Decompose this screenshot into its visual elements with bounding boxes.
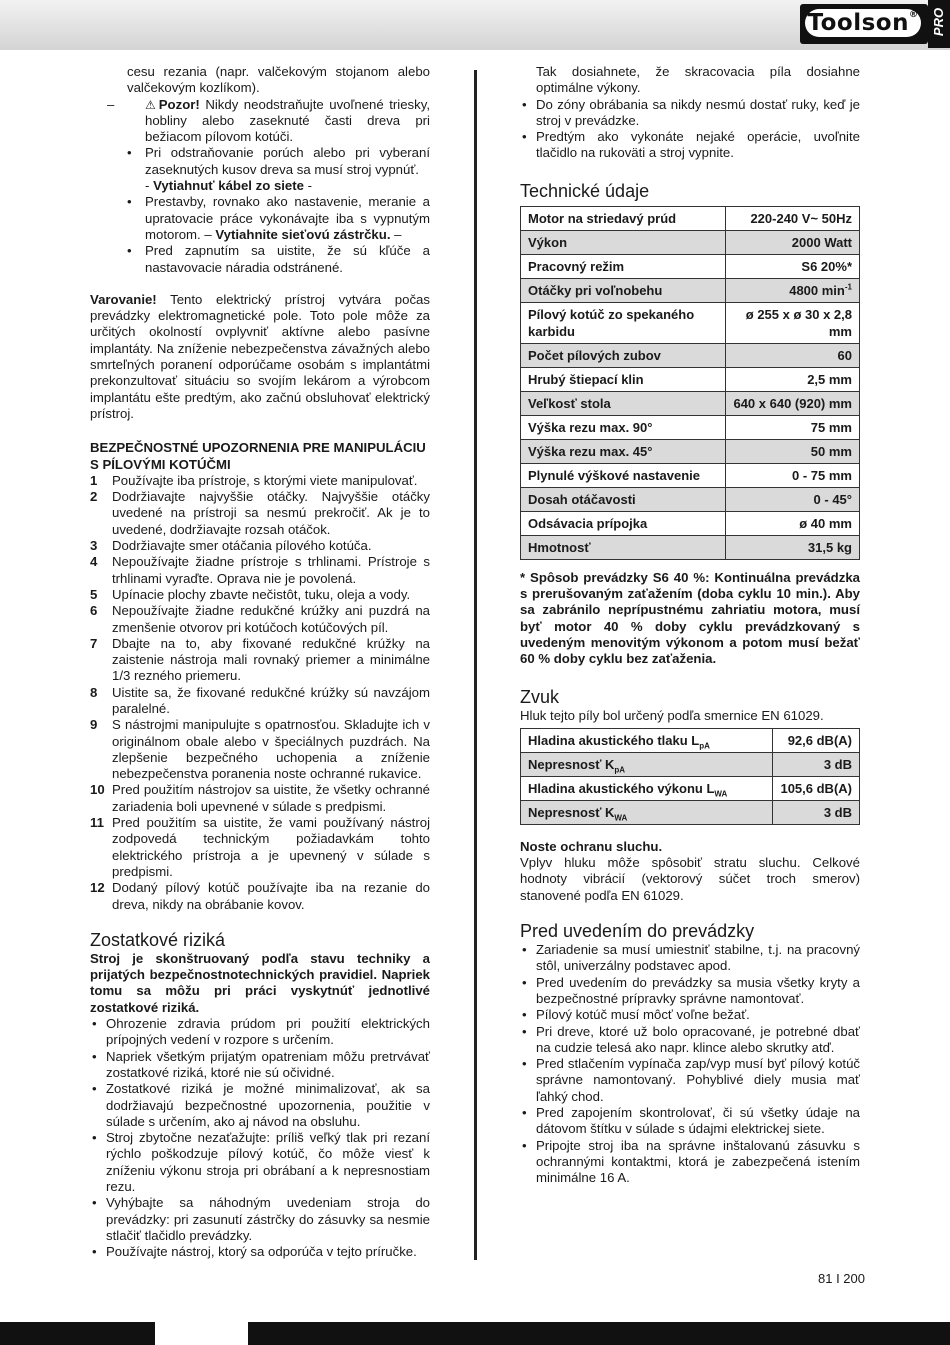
list-item: • Zostatkové riziká je možné minimalizovať, ak sa dodržiavajú bezpečnostné upozornenia, použitie v súlade s určením, ako aj návod na obsluhu. <box>90 1081 430 1130</box>
spec-value-text: 50 mm <box>810 443 852 459</box>
numbered-item <box>90 636 430 685</box>
list-item: • Pred zapnutím sa uistite, že sú kľúče a nastavovacie náradia odstránené. <box>90 243 430 276</box>
spec-value-text: 4800 min <box>789 282 845 298</box>
spec-value-text: 2,5 mm <box>807 371 852 387</box>
noise-label-text: Hladina akustického tlaku L <box>528 732 700 748</box>
table-row <box>521 439 860 463</box>
spec-value <box>726 302 860 343</box>
spec-value <box>726 278 860 302</box>
noise-label <box>521 752 773 776</box>
item-number: 1 <box>90 472 98 488</box>
spec-label: Motor na striedavý prúd <box>521 206 726 230</box>
right-column <box>520 64 860 1187</box>
numbered-item <box>90 685 430 718</box>
spec-label: Plynulé výškové nastavenie <box>521 463 726 487</box>
noise-label-text: Hladina akustického výkonu L <box>528 780 715 796</box>
table-row <box>521 391 860 415</box>
tech-data-title: Technické údaje <box>520 180 650 201</box>
table-row <box>521 230 860 254</box>
list-item: • Pílový kotúč musí môcť voľne bežať. <box>520 1007 860 1023</box>
item-text: Dodaný pílový kotúč používajte iba na rezanie do dreva, nikdy na obrábanie kovov. <box>112 880 430 912</box>
list-item: • Pri dreve, ktoré už bolo opracované, je potrebné dbať na cudzie telesá ako napr. klince alebo skrutky atď. <box>520 1024 860 1057</box>
spec-value-text: 640 x 640 (920) mm <box>733 395 852 411</box>
spec-value-text: 31,5 kg <box>807 539 852 555</box>
operating-mode-footnote: * Spôsob prevádzky S6 40 %: Kontinuálna prevádzka s prerušovaným zaťažením (doba cyklu 10 min.). Aby sa zabránilo neprípustnému zahriatiu motora, musí byť motor 40 % doby cyklu prevádzkovaný s uvedeným menovitým výkonom a potom musí bežať 60 % doby cyklu bez zaťaženia. <box>520 569 860 667</box>
list-item: Tak dosiahnete, že skracovacia píla dosiahne optimálne výkony. <box>536 64 860 96</box>
spec-label: Veľkosť stola <box>521 391 726 415</box>
spec-label: Hmotnosť <box>521 535 726 559</box>
noise-label-sub: WA <box>714 789 728 799</box>
continued-list <box>520 64 860 162</box>
numbered-item <box>90 815 430 880</box>
spec-label: Odsávacia prípojka <box>521 511 726 535</box>
page-number: 81 I 200 <box>818 1271 865 1286</box>
item-number: 12 <box>90 880 105 896</box>
list-item: • Predtým ako vykonáte nejaké operácie, uvoľnite tlačidlo na rukoväti a stroj vypnite. <box>520 129 860 162</box>
numbered-item <box>90 554 430 587</box>
noise-value: 105,6 dB(A) <box>773 776 860 800</box>
item-number: 7 <box>90 635 98 651</box>
list-item: • Stroj zbytočne nezaťažujte: príliš veľký tlak pri rezaní rýchlo poškodzuje pílový kotúč, čo môže viesť k zníženiu výkonu stroja pri obrábaní a k nepresnostiam rezu. <box>90 1130 430 1195</box>
spec-value <box>726 439 860 463</box>
list-item: • Vyhýbajte sa náhodným uvedeniam stroja do prevádzky: pri zasunutí zástrčky do zásuvky sa nesmie stlačiť tlačidlo prevádzky. <box>90 1195 430 1244</box>
numbered-item <box>90 880 430 913</box>
item-number: 9 <box>90 717 98 733</box>
spec-label: Počet pílových zubov <box>521 343 726 367</box>
noise-label <box>521 728 773 752</box>
spec-value <box>726 254 860 278</box>
saw-safety-heading: BEZPEČNOSTNÉ UPOZORNENIA PRE MANIPULÁCIU S PÍLOVÝMI KOTÚČMI <box>90 440 426 472</box>
table-row <box>521 752 860 776</box>
table-row <box>521 367 860 391</box>
spec-value <box>726 367 860 391</box>
item-number: 6 <box>90 603 98 619</box>
warning-dash-item: – ⚠ Pozor! Nikdy neodstraňujte uvoľnené triesky, hobliny alebo zaseknuté časti dreva pri bežiacom pílovom kotúči. <box>107 96 430 145</box>
item-text: Nepoužívajte žiadne redukčné krúžky ani puzdrá na zmenšenie otvorov pri kotúčoch kotúčových píl. <box>112 603 430 635</box>
noise-title: Zvuk <box>520 686 560 707</box>
spec-value-text: ø 255 x ø 30 x 2,8 mm <box>745 306 852 339</box>
noise-label <box>521 776 773 800</box>
numbered-item <box>90 603 430 636</box>
spec-value-text: 60 <box>837 347 852 363</box>
spec-value <box>726 487 860 511</box>
column-divider <box>474 70 477 1260</box>
table-row <box>521 206 860 230</box>
numbered-item <box>90 717 430 782</box>
list-item: • Pri odstraňovanie porúch alebo pri vyberaní zaseknutých kusov dreva sa musí stroj vypnúť. - Vytiahnuť kábel zo siete - <box>90 145 430 194</box>
noise-intro: Hluk tejto píly bol určený podľa smernice EN 61029. <box>520 707 824 723</box>
table-row <box>521 278 860 302</box>
noise-label-sub: pA <box>699 741 710 751</box>
list-item: • Napriek všetkým prijatým opatreniam môžu pretrvávať zostatkové riziká, ktoré nie sú očividné. <box>90 1049 430 1082</box>
numbered-item <box>90 782 430 815</box>
pro-tab: PRO <box>928 0 950 48</box>
spec-value-text: S6 20%* <box>801 258 852 274</box>
spec-label: Výkon <box>521 230 726 254</box>
item-number: 5 <box>90 586 98 602</box>
residual-risks-title: Zostatkové riziká <box>90 929 226 950</box>
noise-table <box>520 728 860 825</box>
item-text: Upínacie plochy zbavte nečistôt, tuku, oleja a vody. <box>112 586 411 602</box>
spec-value <box>726 535 860 559</box>
table-row <box>521 776 860 800</box>
spec-value <box>726 391 860 415</box>
spec-value <box>726 415 860 439</box>
spec-label: Výška rezu max. 45° <box>521 439 726 463</box>
noise-value: 3 dB <box>773 800 860 824</box>
item-text: Nepoužívajte žiadne prístroje s trhlinami. Prístroje s trhlinami vyraďte. Oprava nie je povolená. <box>112 554 430 586</box>
item-text: Uistite sa, že fixované redukčné krúžky sú navzájom paralelné. <box>112 684 430 716</box>
list-item: • Pripojte stroj iba na správne inštalovanú zásuvku s ochrannými kontaktmi, ktorá je zabezpečená istením minimálne 16 A. <box>520 1138 860 1187</box>
spec-sup: -1 <box>844 282 852 292</box>
spec-label: Dosah otáčavosti <box>521 487 726 511</box>
hearing-protection-heading: Noste ochranu sluchu. <box>520 838 663 854</box>
saw-safety-list <box>90 473 430 913</box>
item-number: 3 <box>90 538 98 554</box>
table-row <box>521 254 860 278</box>
list-item: • Používajte nástroj, ktorý sa odporúča v tejto príručke. <box>90 1244 430 1260</box>
numbered-item <box>90 587 430 603</box>
item-text: Dodržiavajte najvyššie otáčky. Najvyššie otáčky uvedené na prístroji sa nesmú prekročiť. Ak je to uvedené, dodržiavajte rozsah otáčok. <box>112 489 430 537</box>
table-row <box>521 343 860 367</box>
spec-value-text: 220-240 V~ 50Hz <box>750 210 852 226</box>
spec-value-text: 0 - 75 mm <box>792 467 852 483</box>
list-item: • Do zóny obrábania sa nikdy nesmú dostať ruky, keď je stroj v prevádzke. <box>520 97 860 130</box>
numbered-item <box>90 473 430 489</box>
item-text: Používajte iba prístroje, s ktorými viete manipulovať. <box>112 472 418 488</box>
warning-triangle-icon: ⚠ <box>145 97 156 112</box>
item-number: 10 <box>90 782 105 798</box>
residual-risks-list <box>90 1016 430 1260</box>
table-row <box>521 728 860 752</box>
list-item: • Pred zapojením skontrolovať, či sú všetky údaje na dátovom štítku v súlade s údajmi elektrickej siete. <box>520 1105 860 1138</box>
list-item: • Pred stlačením vypínača zap/vyp musí byť pílový kotúč správne namontovaný. Pohyblivé diely musia mať ľahký chod. <box>520 1056 860 1105</box>
item-number: 2 <box>90 489 98 505</box>
tech-data-table <box>520 206 860 560</box>
hearing-protection-text: Vplyv hluku môže spôsobiť stratu sluchu. Celkové hodnoty vibrácií (vektorový súčet troch smerov) stanovené podľa EN 61029. <box>520 855 860 903</box>
noise-label-text: Nepresnosť K <box>528 756 615 772</box>
item-text: Pred použitím nástrojov sa uistite, že všetky ochranné zariadenia boli upevnené v súlade s predpismi. <box>112 782 430 814</box>
item-text: Pred použitím sa uistite, že vami používaný nástroj zodpovedá technickým požiadavkám tohto elektrického prístroja a je upevnený v súlade s predpismi. <box>112 815 430 879</box>
spec-value <box>726 206 860 230</box>
spec-value-text: 75 mm <box>810 419 852 435</box>
item-text: Dbajte na to, aby fixované redukčné krúžky na zaistenie nástroja mali rovnaký priemer a minimálne 1/3 rezného priemeru. <box>112 635 430 684</box>
spec-label: Otáčky pri voľnobehu <box>521 278 726 302</box>
spec-label: Pracovný režim <box>521 254 726 278</box>
residual-risks-intro: Stroj je skonštruovaný podľa stavu techniky a prijatých bezpečnostnotechnických pravidiel. Napriek tomu sa môžu pri práci vyskytnúť jednotlivé zostatkové riziká. <box>90 950 430 1015</box>
spec-value <box>726 230 860 254</box>
left-column <box>90 64 430 1260</box>
list-item: • Ohrozenie zdravia prúdom pri použití elektrických prípojných vedení v rozpore s určením. <box>90 1016 430 1049</box>
table-row <box>521 463 860 487</box>
table-row <box>521 511 860 535</box>
spec-value-text: ø 40 mm <box>799 515 852 531</box>
spec-label: Pílový kotúč zo spekaného karbidu <box>521 302 726 343</box>
noise-label <box>521 800 773 824</box>
noise-label-sub: WA <box>614 813 628 823</box>
brand-logo: Toolson® <box>800 4 928 44</box>
table-row <box>521 302 860 343</box>
spec-value <box>726 511 860 535</box>
spec-label: Výška rezu max. 90° <box>521 415 726 439</box>
item-number: 4 <box>90 554 98 570</box>
table-row <box>521 487 860 511</box>
footer-gap <box>155 1322 248 1345</box>
item-text: Dodržiavajte smer otáčania pílového kotúča. <box>112 538 372 554</box>
table-row <box>521 800 860 824</box>
before-operation-list <box>520 942 860 1186</box>
numbered-item <box>90 538 430 554</box>
list-item: • Pred uvedením do prevádzky sa musia všetky kryty a bezpečnostné prípravky správne namontovať. <box>520 975 860 1008</box>
item-text: S nástrojmi manipulujte s opatrnosťou. Skladujte ich v originálnom obale alebo v špeciálnych puzdrách. Na zlepšenie bezpečného uchopenia a zníženie nebezpečenstva poranenia noste ochranné rukavice. <box>112 717 430 782</box>
spec-value <box>726 343 860 367</box>
before-operation-title: Pred uvedením do prevádzky <box>520 921 755 942</box>
noise-value: 3 dB <box>773 752 860 776</box>
noise-label-text: Nepresnosť K <box>528 804 615 820</box>
item-number: 11 <box>90 815 104 831</box>
spec-value-text: 2000 Watt <box>791 234 852 250</box>
list-item: • Zariadenie sa musí umiestniť stabilne, t.j. na pracovný stôl, univerzálny podstavec apod. <box>520 942 860 975</box>
numbered-item <box>90 489 430 538</box>
noise-value: 92,6 dB(A) <box>773 728 860 752</box>
spec-label: Hrubý štiepací klin <box>521 367 726 391</box>
spec-value-text: 0 - 45° <box>813 491 852 507</box>
list-item: • Prestavby, rovnako ako nastavenie, meranie a upratovacie práce vykonávajte iba s vypnutým motorom. – Vytiahnite sieťovú zástrčku. – <box>90 194 430 243</box>
noise-label-sub: pA <box>614 765 626 775</box>
emf-warning: Varovanie! Tento elektrický prístroj vytvára počas prevádzky elektromagnetické pole. Toto pole môže za určitých okolností ovplyvniť aktívne alebo pasívne implantáty. Na zníženie nebezpečenstva závažných alebo smrteľných poranení odporúčame osobám s implantátmi prekonzultovať situáciu so svojím lekárom a výrobcom implantátu ešte predtým, ako začnú obsluhovať elektrický prístroj. <box>90 291 430 421</box>
footer-bar <box>0 1322 950 1345</box>
spec-value <box>726 463 860 487</box>
continued-text: cesu rezania (napr. valčekovým stojanom alebo valčekovým kozlíkom). <box>127 64 430 96</box>
table-row <box>521 535 860 559</box>
table-row <box>521 415 860 439</box>
item-number: 8 <box>90 684 98 700</box>
